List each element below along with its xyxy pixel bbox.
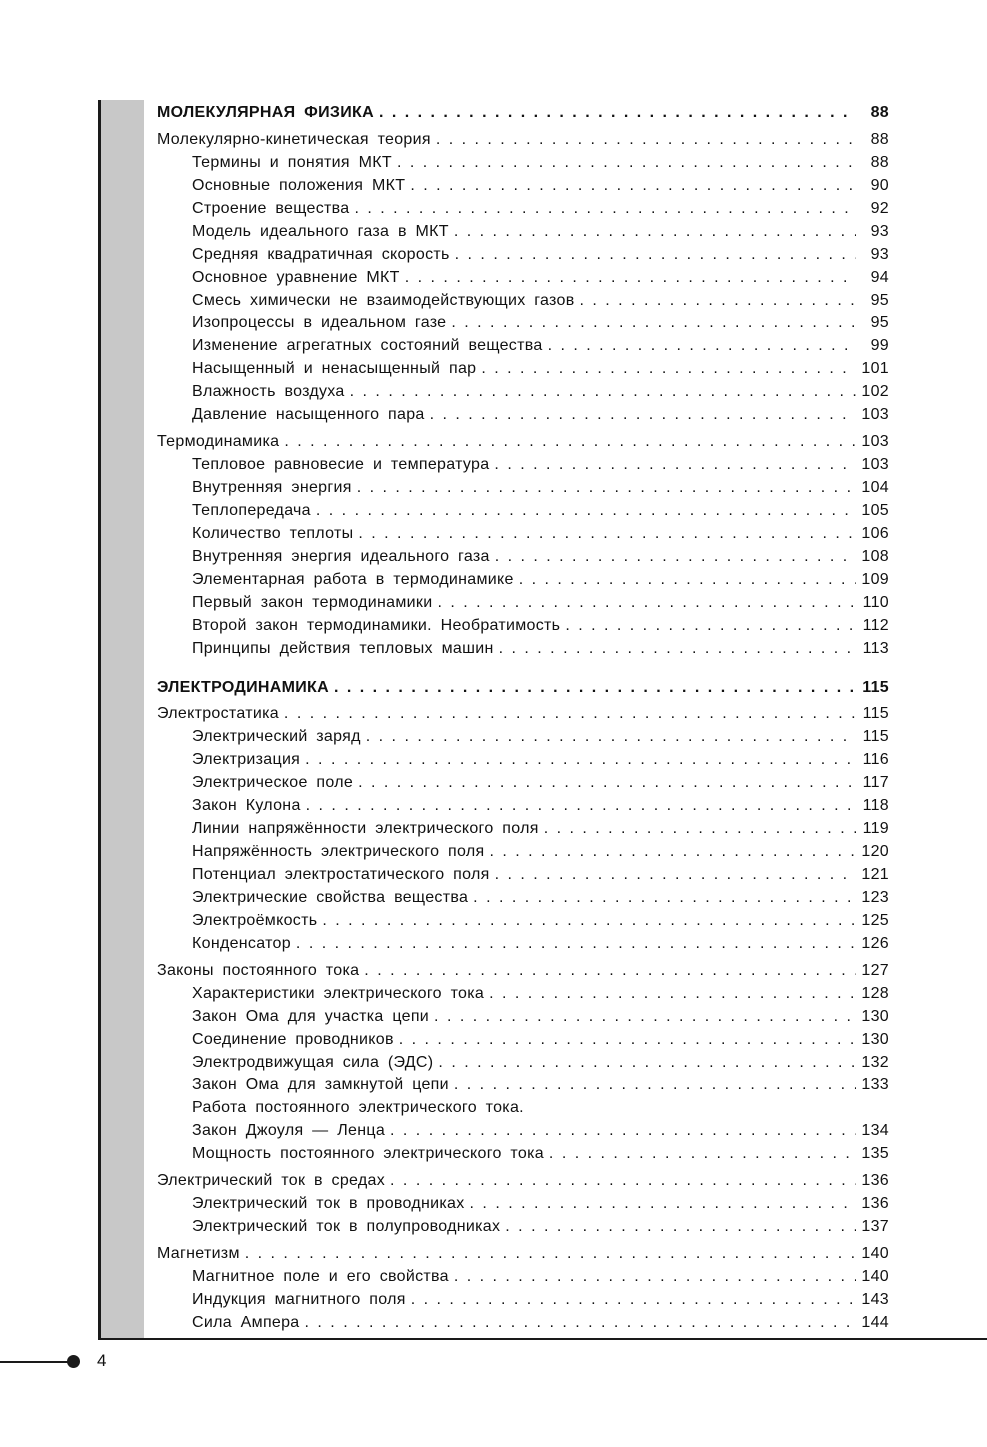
dot-leader [358,523,856,546]
dot-leader [494,454,856,477]
toc-entry-title: Принципы действия тепловых машин [192,639,494,657]
toc-entry-page: 110 [862,593,889,611]
toc-subentry[interactable] [157,592,889,615]
toc-entry-page: 109 [861,570,889,588]
toc-entry-page: 99 [870,337,889,355]
toc-entry-title: Электрический ток в проводниках [192,1195,465,1213]
toc-entry-title: Насыщенный и ненасыщенный пар [192,360,477,378]
dot-leader [544,818,856,841]
dot-leader [451,312,856,335]
dot-leader [499,638,856,661]
toc-subentry[interactable] [157,983,889,1006]
dot-leader [322,910,856,933]
dot-leader [454,1266,856,1289]
toc-chapter[interactable] [157,129,889,152]
toc-entry-title: Электрический ток в средах [157,1172,386,1190]
toc-subentry[interactable] [157,910,889,933]
toc-subentry[interactable] [157,335,889,358]
dot-leader [548,335,856,358]
toc-entry-page: 95 [870,291,889,309]
dot-leader [438,1052,856,1075]
toc-entry-page: 103 [861,406,889,424]
toc-entry-title: Первый закон термодинамики [192,593,433,611]
toc-entry-page: 115 [862,728,889,746]
toc-entry-title: Закон Ома для замкнутой цепи [192,1076,449,1094]
toc-entry-page: 136 [861,1172,889,1190]
dot-leader [305,1312,856,1335]
toc-chapter[interactable] [157,703,889,726]
toc-entry-title: Магнетизм [157,1245,240,1262]
toc-entry-title: Электроёмкость [192,911,318,929]
toc-entry-page: 128 [861,984,889,1002]
toc-entry-title: Влажность воздуха [192,383,345,401]
toc-entry-page: 105 [861,501,889,519]
toc-entry-page: 119 [862,820,889,838]
toc-subentry[interactable] [157,267,889,290]
toc-entry-title: Элементарная работа в термодинамике [192,570,514,588]
toc-entry-title: Напряжённость электрического поля [192,843,485,861]
toc-entry-page: 130 [861,1030,889,1048]
toc-subentry[interactable] [157,175,889,198]
toc-subentry[interactable] [157,726,889,749]
toc-entry-page: 103 [861,456,889,474]
toc-subentry[interactable] [157,1289,889,1312]
toc-subentry[interactable] [157,152,889,175]
toc-entry-title: Изменение агрегатных состояний вещества [192,337,543,355]
dot-leader [580,290,857,313]
dot-leader [357,477,856,500]
dot-leader [306,795,856,818]
toc-subentry[interactable] [157,638,889,661]
dot-leader [505,1216,856,1239]
toc-entry-title: Внутренняя энергия идеального газа [192,547,490,565]
dot-leader [296,933,856,956]
toc-subentry[interactable] [157,1074,889,1097]
toc-subentry[interactable] [157,1097,889,1120]
toc-chapter[interactable] [157,960,889,983]
dot-leader [489,983,856,1006]
toc-entry-page: 125 [861,911,889,929]
toc-entry-page: 123 [861,888,889,906]
toc-entry-title: Закон Ома для участка цепи [192,1007,430,1025]
toc-entry-title: Соединение проводников [192,1030,394,1048]
dot-leader [549,1143,856,1166]
toc-subentry[interactable] [157,569,889,592]
dot-leader [284,703,856,726]
toc-entry-page: 95 [870,314,889,332]
toc-subentry[interactable] [157,198,889,221]
toc-entry-title: Теплопередача [192,501,311,519]
toc-subentry[interactable] [157,795,889,818]
toc-subentry[interactable] [157,477,889,500]
toc-section[interactable] [157,677,889,700]
dot-leader [495,546,856,569]
toc-entry-title: Второй закон термодинамики. Необратимость [192,616,561,634]
toc-entry-page: 88 [870,130,889,148]
toc-subentry[interactable] [157,546,889,569]
toc-entry-page: 140 [861,1267,889,1285]
dot-leader [366,726,856,749]
toc-subentry[interactable] [157,500,889,523]
toc-spacer [157,661,889,677]
toc-entry-title: МОЛЕКУЛЯРНАЯ ФИЗИКА [157,104,374,121]
dot-leader [399,1029,856,1052]
toc-entry-title: Электризация [192,751,301,769]
toc-entry-title: Электрический ток в полупроводниках [192,1218,501,1236]
toc-subentry[interactable] [157,864,889,887]
toc-entry-page: 135 [861,1145,889,1163]
toc-subentry[interactable] [157,887,889,910]
gray-margin-band [101,100,144,1340]
toc-chapter[interactable] [157,431,889,454]
toc-entry-page: 88 [870,104,889,121]
toc-entry-page: 127 [861,961,889,979]
toc-entry-title: Электростатика [157,705,279,723]
toc-entry-title: Электрические свойства вещества [192,888,469,906]
toc-entry-page: 93 [870,245,889,263]
toc-entry-page: 113 [862,639,889,657]
toc-entry-page: 92 [870,199,889,217]
footer-line [0,1361,70,1363]
toc-entry-page: 117 [862,774,889,792]
toc-subentry[interactable] [157,244,889,267]
dot-leader [481,358,856,381]
toc-entry-page: 132 [861,1053,889,1071]
toc-subentry[interactable] [157,454,889,477]
toc-entry-page: 115 [862,705,889,723]
dot-leader [495,864,856,887]
dot-leader [473,887,856,910]
toc-entry-title: Характеристики электрического тока [192,984,485,1002]
toc-subentry[interactable] [157,221,889,244]
toc-entry-title: Законы постоянного тока [157,961,360,979]
toc-entry-title: Основное уравнение МКТ [192,268,400,286]
toc-subentry[interactable] [157,818,889,841]
toc-entry-title: Термодинамика [157,433,280,451]
toc-entry-title: Конденсатор [192,934,291,952]
toc-entry-page: 121 [861,866,889,883]
toc-section[interactable] [157,102,889,125]
toc-entry-title: Закон Кулона [192,797,301,815]
toc-subentry[interactable] [157,404,889,427]
toc-entry-title: Модель идеального газа в МКТ [192,222,449,240]
toc-entry-title: Сила Ампера [192,1313,300,1331]
dot-leader [390,1120,856,1143]
dot-leader [354,198,856,221]
dot-leader [455,244,856,267]
dot-leader [305,749,856,772]
toc-entry-page: 130 [861,1007,889,1025]
footer-dot-icon [67,1355,80,1368]
dot-leader [519,569,856,592]
toc-entry-title: Мощность постоянного электрического тока [192,1145,544,1163]
toc-subentry[interactable] [157,1266,889,1289]
toc-entry-title: Линии напряжённости электрического поля [192,820,539,838]
toc-entry-title: ЭЛЕКТРОДИНАМИКА [157,678,329,696]
toc-entry-title: Давление насыщенного пара [192,406,425,424]
toc-entry-page: 94 [870,268,889,286]
toc-subentry[interactable] [157,1143,889,1166]
dot-leader [489,841,856,864]
toc-entry-page: 112 [862,616,889,634]
dot-leader [430,404,856,427]
dot-leader [334,677,856,700]
toc-entry-page: 120 [861,843,889,861]
dot-leader [565,615,856,638]
dot-leader [245,1243,856,1266]
toc-entry-page: 106 [861,524,889,542]
page-number: 4 [97,1351,107,1370]
toc-entry-page: 90 [870,176,889,194]
toc-entry-page: 102 [861,383,889,401]
toc-subentry[interactable] [157,381,889,404]
toc-entry-title: Внутренняя энергия [192,479,352,496]
toc-entry-title: Закон Джоуля — Ленца [192,1122,386,1140]
toc-entry-title: Электрическое поле [192,774,354,792]
toc-subentry[interactable] [157,615,889,638]
table-of-contents [157,102,889,1335]
toc-entry-page: 118 [862,797,889,815]
toc-subentry[interactable] [157,312,889,335]
toc-subentry[interactable] [157,772,889,795]
toc-entry-title: Основные положения МКТ [192,176,406,194]
dot-leader [434,1006,856,1029]
dot-leader [437,592,856,615]
toc-entry-title: Молекулярно-кинетическая теория [157,130,431,148]
toc-entry-page: 143 [861,1290,889,1308]
toc-entry-title: Электрический заряд [192,728,361,746]
dot-leader [364,960,856,983]
toc-subentry[interactable] [157,1216,889,1239]
dot-leader [379,102,856,125]
toc-entry-page: 93 [870,222,889,240]
toc-entry-title: Потенциал электростатического поля [192,866,490,883]
toc-subentry[interactable] [157,1029,889,1052]
toc-entry-title: Строение вещества [192,199,350,217]
toc-entry-page: 137 [861,1218,889,1236]
toc-subentry[interactable] [157,358,889,381]
toc-entry-title: Термины и понятия МКТ [192,153,392,171]
toc-entry-title: Электродвижущая сила (ЭДС) [192,1053,434,1071]
toc-subentry[interactable] [157,841,889,864]
dot-leader [284,431,856,454]
toc-entry-page: 136 [861,1195,889,1213]
dot-leader [316,500,856,523]
toc-subentry[interactable] [157,1006,889,1029]
toc-subentry[interactable] [157,523,889,546]
toc-subentry[interactable] [157,1120,889,1143]
dot-leader [405,267,856,290]
bottom-rule [98,1338,987,1340]
dot-leader [397,152,856,175]
toc-subentry[interactable] [157,290,889,313]
toc-entry-title: Тепловое равновесие и температура [192,456,490,474]
toc-chapter[interactable] [157,1170,889,1193]
toc-chapter[interactable] [157,1243,889,1266]
toc-entry-page: 133 [861,1076,889,1094]
dot-leader [411,1289,856,1312]
toc-subentry[interactable] [157,749,889,772]
toc-entry-page: 104 [861,479,889,496]
toc-entry-title: Средняя квадратичная скорость [192,245,450,263]
dot-leader [410,175,856,198]
toc-entry-page: 134 [861,1122,889,1140]
toc-entry-title: Изопроцессы в идеальном газе [192,314,447,332]
toc-entry-page: 126 [861,934,889,952]
dot-leader [454,1074,856,1097]
dot-leader [436,129,856,152]
toc-entry-page: 103 [861,433,889,451]
toc-entry-page: 116 [862,751,889,769]
toc-subentry[interactable] [157,1193,889,1216]
toc-subentry[interactable] [157,1312,889,1335]
toc-subentry[interactable] [157,933,889,956]
toc-entry-page: 115 [862,678,889,696]
toc-entry-title: Количество теплоты [192,524,354,542]
toc-entry-title: Смесь химически не взаимодействующих газов [192,291,575,309]
toc-entry-page: 88 [870,153,889,171]
dot-leader [358,772,856,795]
dot-leader [390,1170,856,1193]
toc-entry-title: Работа постоянного электрического тока. [192,1099,524,1117]
toc-entry-page: 144 [861,1313,889,1331]
toc-entry-title: Индукция магнитного поля [192,1290,406,1308]
toc-entry-page: 140 [861,1245,889,1262]
toc-entry-page: 101 [861,360,889,378]
dot-leader [470,1193,856,1216]
toc-subentry[interactable] [157,1052,889,1075]
dot-leader [350,381,856,404]
toc-entry-page: 108 [861,547,889,565]
dot-leader [454,221,856,244]
toc-entry-title: Магнитное поле и его свойства [192,1267,449,1285]
